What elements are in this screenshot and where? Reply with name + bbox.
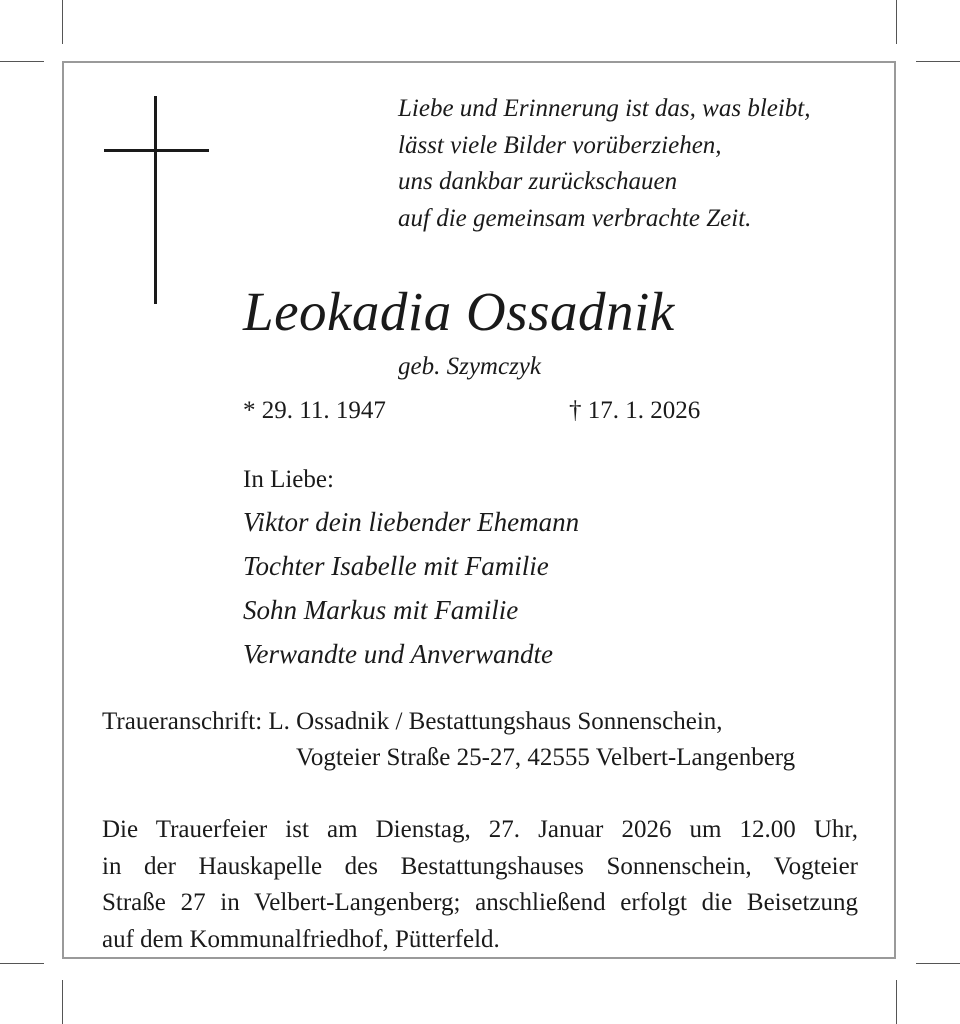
cross-horizontal-bar [104,149,209,152]
crop-mark-top-left [62,0,63,44]
crop-mark-bottom-left [62,980,63,1024]
crop-mark-bottom-right [896,980,897,1024]
funeral-line: auf dem Kommunalfriedhof, Pütterfeld. [102,925,500,953]
crop-mark-left-top [0,61,44,62]
address-line: Vogteier Straße 25-27, 42555 Velbert-Langenberg [296,744,796,771]
mourner-name: Sohn Markus mit Familie [243,595,519,625]
funeral-line: Straße 27 in Velbert-Langenberg; anschließend erfolgt die Beisetzung [102,889,858,916]
mourner-name: Verwandte und Anverwandte [243,639,553,669]
poem-line: Liebe und Erinnerung ist das, was bleibt, [398,95,811,122]
birth-date: * 29. 11. 1947 [243,397,386,424]
mourner-name: Viktor dein liebender Ehemann [243,507,580,537]
poem [398,91,811,237]
funeral-notice [102,812,858,958]
maiden-name: geb. Szymczyk [398,353,541,380]
funeral-line: Die Trauerfeier ist am Dienstag, 27. Januar 2026 um 12.00 Uhr, [102,816,858,843]
crop-mark-right-top [916,61,960,62]
deceased-name: Leokadia Ossadnik [243,281,675,342]
crop-mark-right-bottom [916,963,960,964]
poem-line: uns dankbar zurückschauen [398,168,678,195]
mourners-intro: In Liebe: [243,466,334,493]
poem-line: auf die gemeinsam verbrachte Zeit. [398,204,752,232]
address-line: Traueranschrift: L. Ossadnik / Bestattungshaus Sonnenschein, [102,708,723,735]
mourning-address [102,704,795,776]
funeral-line: in der Hauskapelle des Bestattungshauses Sonnenschein, Vogteier [102,852,858,880]
mourner-name: Tochter Isabelle mit Familie [243,551,549,581]
poem-line: lässt viele Bilder vorüberziehen, [398,131,722,159]
death-date: † 17. 1. 2026 [569,397,701,424]
mourners-list [243,500,579,676]
cross-vertical-bar [154,96,157,304]
crop-mark-top-right [896,0,897,44]
crop-mark-left-bottom [0,963,44,964]
